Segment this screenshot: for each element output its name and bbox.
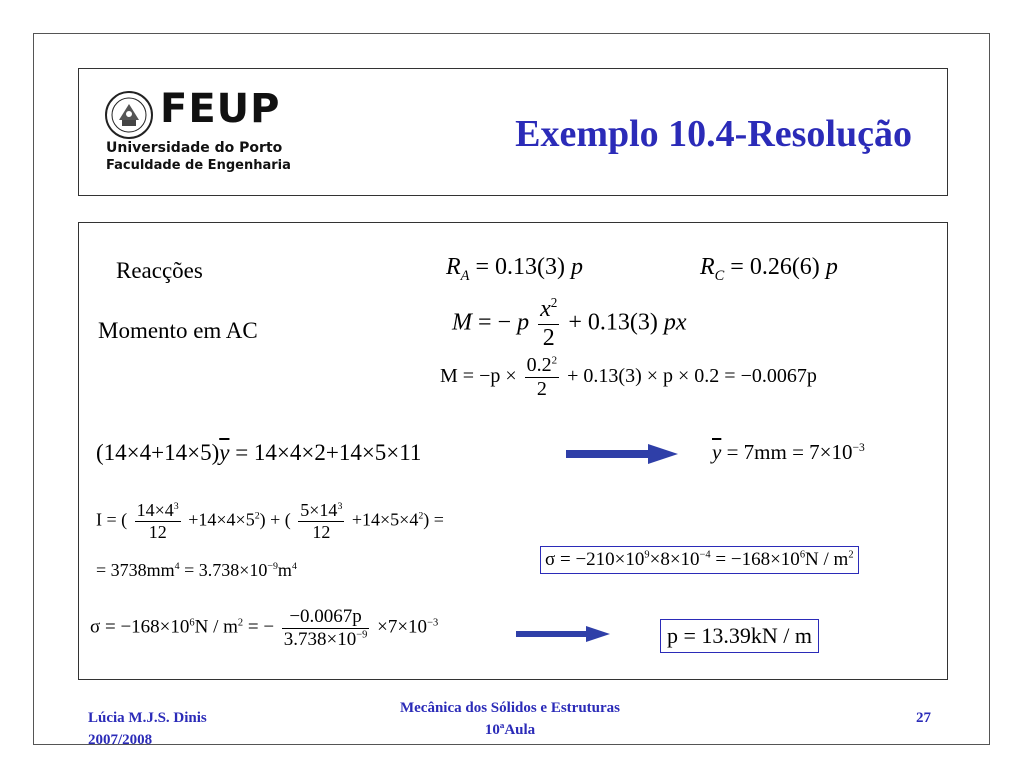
arrow-right-icon [566, 444, 678, 464]
footer-year: 2007/2008 [88, 732, 153, 748]
university-seal-icon [104, 90, 154, 140]
reaction-a-equation: $R_A = 0.13(3)$ p [446, 254, 583, 284]
arrow-right-icon [516, 626, 610, 642]
reaction-c-equation: $R_C = 0.26(6)$ p [700, 254, 838, 284]
moment-label: Momento em AC [98, 318, 258, 343]
slide-title: Exemplo 10.4-Resolução [515, 113, 912, 155]
logo-faculty-name: Faculdade de Engenharia [106, 158, 291, 173]
stress-equation: $\sigma = -168\times 10^6N / m^2$ = − $\frac{-0.0067p}{3.738\times 10^{-9}}$ $\times 7\times 10^{-3}$ [90, 606, 439, 650]
stress-box: $\sigma = -210\times 10^9\times 8\times 10^{-4} = -168\times 10^6N / m^2$ [540, 546, 859, 574]
moment-equation: M = − p $\frac{x^2}{2}$ + 0.13(3) px [452, 295, 687, 351]
centroid-equation: $(14\times 4+14\times 5)\overline{y} = 14\times 4\times 2+14\times 5\times 11$ [96, 440, 422, 465]
reactions-label: Reacções [116, 258, 203, 283]
inertia-equation: I = ( $\frac{14\times 4^3}{12}$ $+14\times 4\times 5^2$) + ( $\frac{5\times 14^3}{12}$ $+14\times 5\times 4^2$) = [96, 500, 444, 542]
result-box: p = 13.39kN / m [660, 619, 819, 653]
logo-university-name: Universidade do Porto [106, 140, 283, 156]
inertia-result: = $3738mm^4 = 3.738\times 10^{-9}m^4$ [96, 560, 297, 580]
footer-lesson: 10ªAula [484, 722, 536, 738]
logo-wordmark: FEUP [160, 86, 281, 132]
footer-author: Lúcia M.J.S. Dinis [88, 710, 207, 726]
footer-course: Mecânica dos Sólidos e Estruturas [399, 700, 620, 716]
page-number: 27 [916, 710, 931, 726]
moment-value-equation: M = −p × $\frac{0.2^2}{2}$ + 0.13(3) × p × 0.2 = −0.0067p [440, 354, 817, 400]
centroid-result: $\overline{y} = 7mm = 7\times 10^{-3}$ [712, 440, 865, 464]
feup-logo [104, 86, 304, 180]
